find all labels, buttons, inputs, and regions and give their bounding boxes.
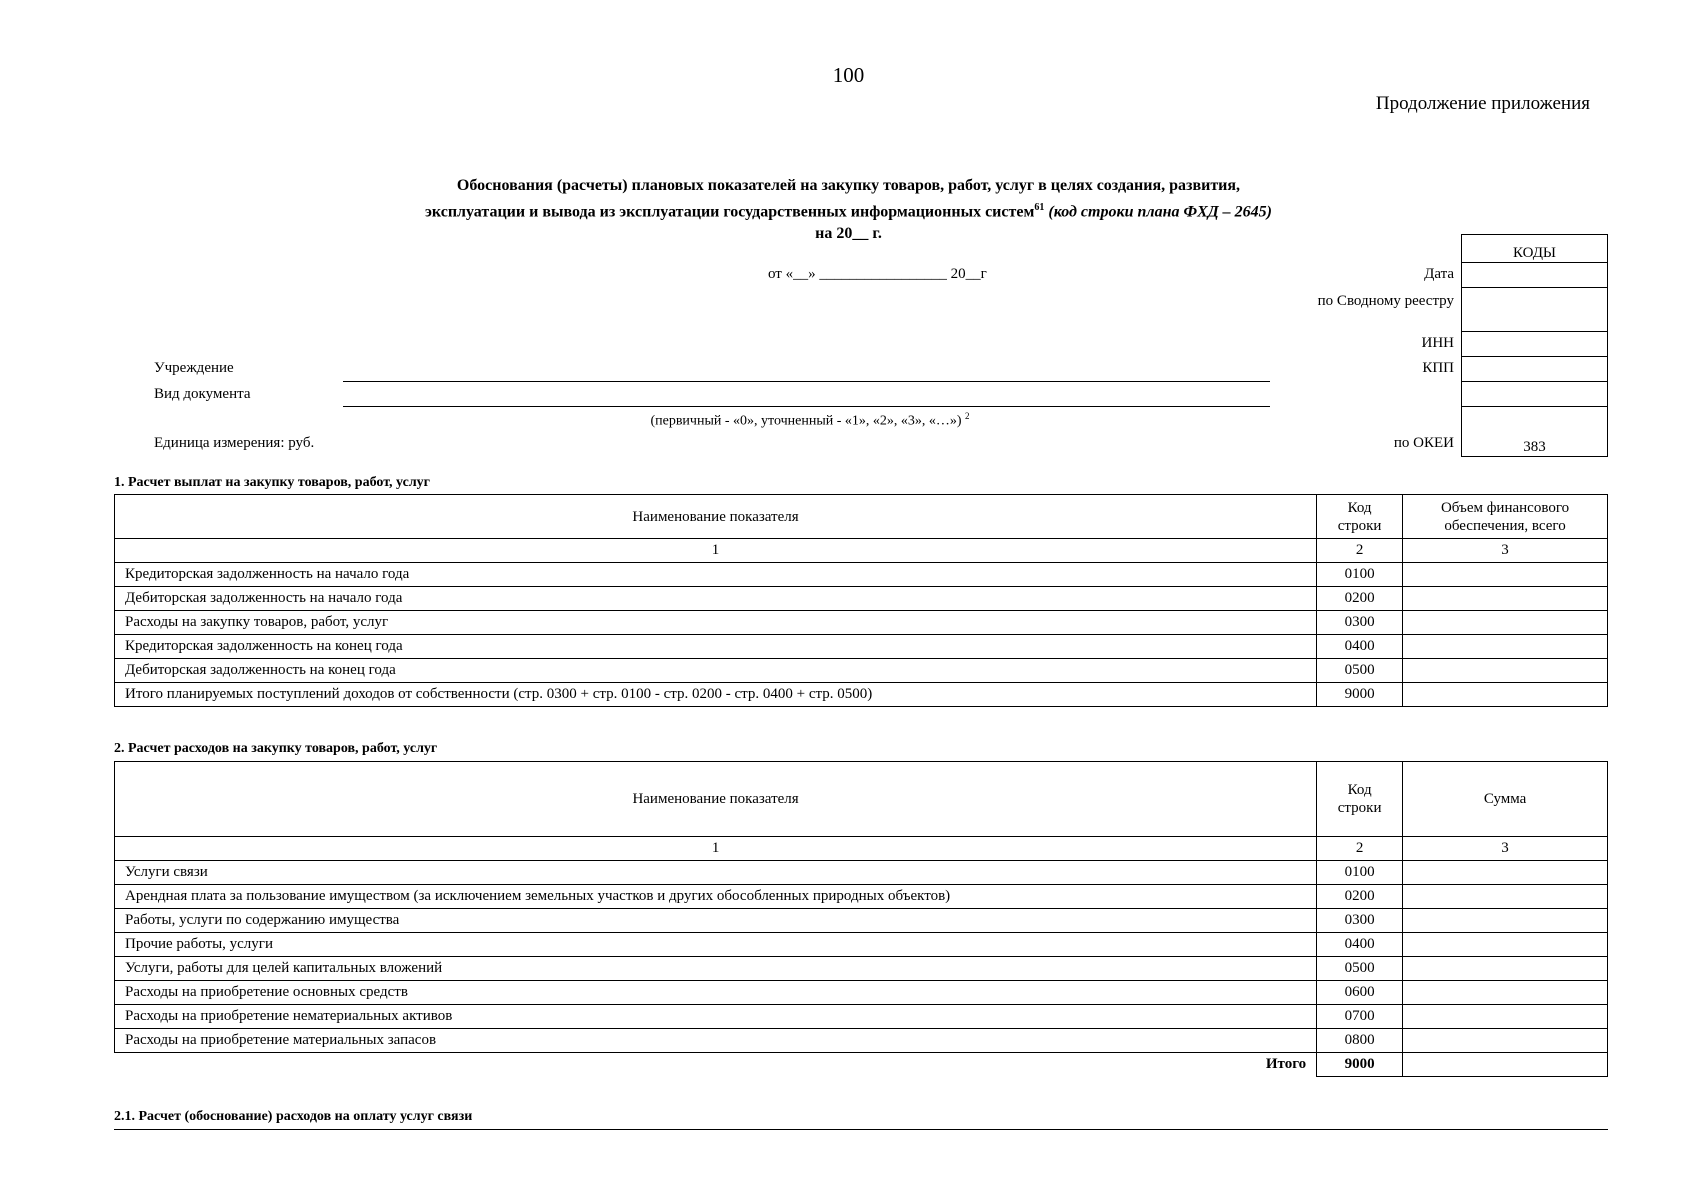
- row-code: 0500: [1317, 957, 1403, 981]
- row-value[interactable]: [1403, 885, 1608, 909]
- date-line: от «__» _________________ 20__г: [768, 266, 987, 282]
- row-code: 0200: [1317, 587, 1403, 611]
- table-row: [115, 659, 1608, 683]
- s2-header-name: Наименование показателя: [115, 762, 1317, 837]
- row-value[interactable]: [1403, 587, 1608, 611]
- row-name: Кредиторская задолженность на начало года: [115, 563, 1317, 587]
- row-name: Дебиторская задолженность на конец года: [115, 659, 1317, 683]
- row-name: Расходы на приобретение основных средств: [115, 981, 1317, 1005]
- table-row: [115, 885, 1608, 909]
- row-name: Арендная плата за пользование имуществом (за исключением земельных участков и других обособленных природных объектов): [115, 885, 1317, 909]
- row-name: Дебиторская задолженность на начало года: [115, 587, 1317, 611]
- row-value[interactable]: [1403, 683, 1608, 707]
- row-value[interactable]: [1403, 909, 1608, 933]
- row-name: Прочие работы, услуги: [115, 933, 1317, 957]
- row-value[interactable]: [1403, 611, 1608, 635]
- s2-col-number: 1: [115, 837, 1317, 861]
- codes-registry-label: по Сводному реестру: [1317, 293, 1454, 309]
- row-code: 0700: [1317, 1005, 1403, 1029]
- row-code: 0100: [1317, 861, 1403, 885]
- table-row: [115, 957, 1608, 981]
- section2-title: 2. Расчет расходов на закупку товаров, работ, услуг: [114, 741, 438, 756]
- codes-registry-cell[interactable]: [1462, 288, 1608, 332]
- codes-blank-cell[interactable]: [1462, 382, 1608, 407]
- section21-title: 2.1. Расчет (обоснование) расходов на оплату услуг связи: [114, 1109, 473, 1124]
- row-value[interactable]: [1403, 635, 1608, 659]
- table-row: [115, 683, 1608, 707]
- row-value[interactable]: [1403, 659, 1608, 683]
- total-value[interactable]: [1403, 1053, 1608, 1077]
- row-name: Расходы на приобретение нематериальных активов: [115, 1005, 1317, 1029]
- page-number: 100: [832, 63, 865, 87]
- institution-field[interactable]: [343, 381, 1270, 382]
- row-name: Кредиторская задолженность на конец года: [115, 635, 1317, 659]
- codes-header: КОДЫ: [1462, 235, 1608, 263]
- row-code: 0100: [1317, 563, 1403, 587]
- section1-title: 1. Расчет выплат на закупку товаров, работ, услуг: [114, 475, 431, 490]
- table-row: [115, 933, 1608, 957]
- table-row: [115, 1029, 1608, 1053]
- row-name: Работы, услуги по содержанию имущества: [115, 909, 1317, 933]
- row-code: 0300: [1317, 909, 1403, 933]
- row-value[interactable]: [1403, 861, 1608, 885]
- row-code: 0500: [1317, 659, 1403, 683]
- row-code: 0300: [1317, 611, 1403, 635]
- doc-type-field[interactable]: [343, 406, 1270, 407]
- title-line-2: эксплуатации и вывода из эксплуатации государственных информационных систем$^{61}$ (код строки плана ФХД – 2645): [424, 202, 1272, 221]
- table-row: [115, 861, 1608, 885]
- row-name: Услуги связи: [115, 861, 1317, 885]
- table-row: [115, 587, 1608, 611]
- row-value[interactable]: [1403, 933, 1608, 957]
- codes-inn-label: ИНН: [1421, 335, 1454, 351]
- s1-header-code: Код строки: [1317, 495, 1403, 539]
- doc-type-label: Вид документа: [154, 386, 251, 402]
- title-line-3: на 20__ г.: [815, 225, 882, 243]
- total-row: [115, 1053, 1608, 1077]
- s1-col-number: 3: [1403, 539, 1608, 563]
- s1-header-name: Наименование показателя: [115, 495, 1317, 539]
- row-code: 0400: [1317, 933, 1403, 957]
- continuation-label: Продолжение приложения: [1375, 93, 1590, 114]
- section2-table: [114, 761, 1608, 1077]
- table-row: [115, 909, 1608, 933]
- row-name: Расходы на закупку товаров, работ, услуг: [115, 611, 1317, 635]
- codes-date-label: Дата: [1424, 266, 1454, 282]
- row-name: Услуги, работы для целей капитальных вложений: [115, 957, 1317, 981]
- codes-box: [1461, 234, 1608, 457]
- row-value[interactable]: [1403, 1005, 1608, 1029]
- codes-okei-label: по ОКЕИ: [1393, 435, 1454, 451]
- row-name: Расходы на приобретение материальных запасов: [115, 1029, 1317, 1053]
- table-row: [115, 611, 1608, 635]
- institution-label: Учреждение: [154, 360, 234, 376]
- table-row: [115, 981, 1608, 1005]
- row-code: 0600: [1317, 981, 1403, 1005]
- s1-col-number: 2: [1317, 539, 1403, 563]
- codes-okei-cell: 383: [1462, 407, 1608, 457]
- table-row: [115, 635, 1608, 659]
- codes-kpp-label: КПП: [1422, 360, 1454, 376]
- s2-col-number: 2: [1317, 837, 1403, 861]
- document-title: [0, 175, 1697, 245]
- row-code: 9000: [1317, 683, 1403, 707]
- section1-table: [114, 494, 1608, 707]
- total-code: 9000: [1317, 1053, 1403, 1077]
- table-row: [115, 563, 1608, 587]
- title-line-1: Обоснования (расчеты) плановых показателей на закупку товаров, работ, услуг в целях создания, развития,: [456, 177, 1241, 194]
- section21-rule: [114, 1129, 1608, 1130]
- s1-header-amount: Объем финансового обеспечения, всего: [1403, 495, 1608, 539]
- row-code: 0200: [1317, 885, 1403, 909]
- codes-inn-cell[interactable]: [1462, 332, 1608, 357]
- s2-header-amount: Сумма: [1403, 762, 1608, 837]
- doc-type-hint: (первичный - «0», уточненный - «1», «2», «3», «…») $^2$: [650, 411, 970, 429]
- row-code: 0400: [1317, 635, 1403, 659]
- row-value[interactable]: [1403, 981, 1608, 1005]
- total-label: Итого: [1265, 1056, 1307, 1073]
- row-value[interactable]: [1403, 1029, 1608, 1053]
- s2-header-code: Код строки: [1317, 762, 1403, 837]
- codes-date-cell[interactable]: [1462, 263, 1608, 288]
- table-row: [115, 1005, 1608, 1029]
- row-name: Итого планируемых поступлений доходов от собственности (стр. 0300 + стр. 0100 - стр. 0200 - стр. 0400 + стр. 0500): [115, 683, 1317, 707]
- row-code: 0800: [1317, 1029, 1403, 1053]
- s2-col-number: 3: [1403, 837, 1608, 861]
- codes-kpp-cell[interactable]: [1462, 357, 1608, 382]
- row-value[interactable]: [1403, 957, 1608, 981]
- row-value[interactable]: [1403, 563, 1608, 587]
- s1-col-number: 1: [115, 539, 1317, 563]
- unit-label: Единица измерения: руб.: [154, 435, 315, 451]
